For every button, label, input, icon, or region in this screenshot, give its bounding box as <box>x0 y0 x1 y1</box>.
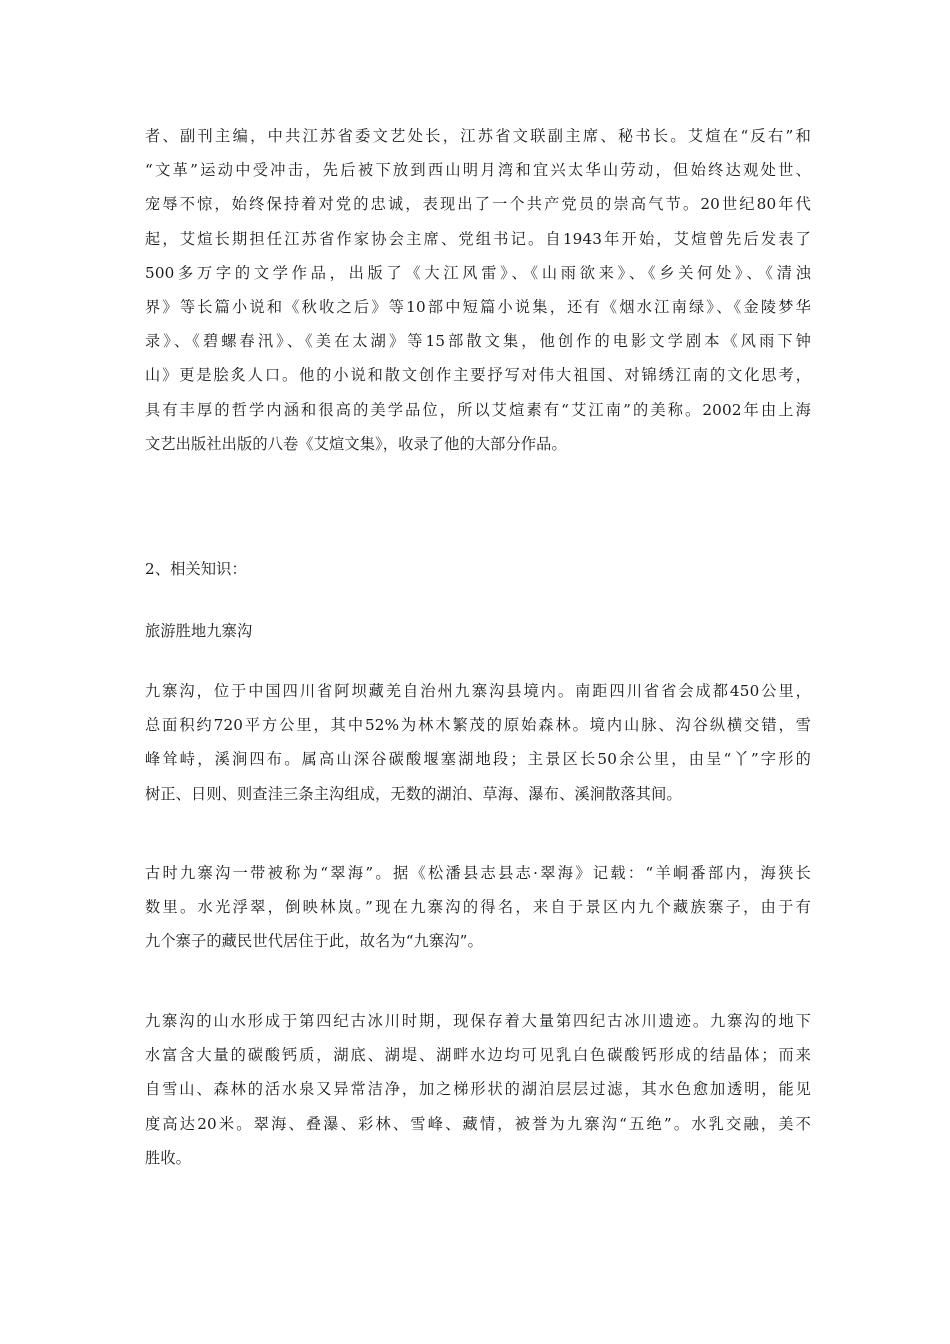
text-line: 九寨沟的山水形成于第四纪古冰川时期，现保存着大量第四纪古冰川遗迹。九寨沟的地下 <box>145 1012 811 1030</box>
text-line: 胜收。 <box>145 1148 192 1167</box>
text-line: 九寨沟，位于中国四川省阿坝藏羌自治州九寨沟县境内。南距四川省省会成都450公里， <box>145 682 811 700</box>
subheading <box>145 614 811 648</box>
text-line: 山》更是脍炙人口。他的小说和散文创作主要抒写对伟大祖国、对锦绣江南的文化思考， <box>145 366 811 385</box>
text-line: 水富含大量的碳酸钙质，湖底、湖堤、湖畔水边均可见乳白色碳酸钙形成的结晶体；而来 <box>145 1046 811 1065</box>
paragraph-jiuzhaigou-water <box>145 1004 811 1175</box>
text-line: “文革”运动中受冲击，先后被下放到西山明月湾和宜兴太华山劳动，但始终达观处世、 <box>145 161 811 180</box>
paragraph-jiuzhaigou-name <box>145 856 811 959</box>
text-line: 总面积约720平方公里，其中52%为林木繁茂的原始森林。境内山脉、沟谷纵横交错，雪 <box>145 716 811 735</box>
text-line: 起，艾煊长期担任江苏省作家协会主席、党组书记。自1943年开始，艾煊曾先后发表了 <box>145 229 811 248</box>
text-line: 文艺出版社出版的八卷《艾煊文集》，收录了他的大部分作品。 <box>145 434 567 453</box>
section-heading-text: 2、相关知识： <box>145 560 247 578</box>
text-line: 峰耸峙，溪涧四布。属高山深谷碳酸堰塞湖地段；主景区长50余公里，由呈“丫”字形的 <box>145 750 811 769</box>
paragraph-jiuzhaigou-location <box>145 674 811 811</box>
text-line: 界》等长篇小说和《秋收之后》等10部中短篇小说集，还有《烟水江南绿》、《金陵梦华 <box>145 298 811 317</box>
text-line: 树正、日则、则查洼三条主沟组成，无数的湖泊、草海、瀑布、溪涧散落其间。 <box>145 784 682 803</box>
text-line: 录》、《碧螺春汛》、《美在太湖》等15部散文集，他创作的电影文学剧本《风雨下钟 <box>145 332 811 351</box>
text-line: 九个寨子的藏民世代居住于此，故名为“九寨沟”。 <box>145 932 483 951</box>
text-line: 古时九寨沟一带被称为“翠海”。据《松潘县志县志·翠海》记载：“羊峒番部内，海狭长 <box>145 864 811 882</box>
section-heading <box>145 552 811 586</box>
text-line: 宠辱不惊，始终保持着对党的忠诚，表现出了一个共产党员的崇高气节。20世纪80年代 <box>145 195 811 214</box>
text-line: 者、副刊主编，中共江苏省委文艺处长，江苏省文联副主席、秘书长。艾煊在“反右”和 <box>145 127 811 145</box>
text-line: 度高达20米。翠海、叠瀑、彩林、雪峰、藏情，被誉为九寨沟“五绝”。水乳交融，美不 <box>145 1114 811 1133</box>
text-line: 自雪山、森林的活水泉又异常洁净，加之梯形状的湖泊层层过滤，其水色愈加透明，能见 <box>145 1080 811 1099</box>
text-line: 500多万字的文学作品，出版了《大江风雷》、《山雨欲来》、《乡关何处》、《清浊 <box>145 263 811 282</box>
text-line: 具有丰厚的哲学内涵和很高的美学品位，所以艾煊素有“艾江南”的美称。2002年由上海 <box>145 400 811 419</box>
paragraph-bio-continued <box>145 119 811 461</box>
subheading-text: 旅游胜地九寨沟 <box>145 622 253 640</box>
text-line: 数里。水光浮翠，倒映林岚。”现在九寨沟的得名，来自于景区内九个藏族寨子，由于有 <box>145 898 811 917</box>
